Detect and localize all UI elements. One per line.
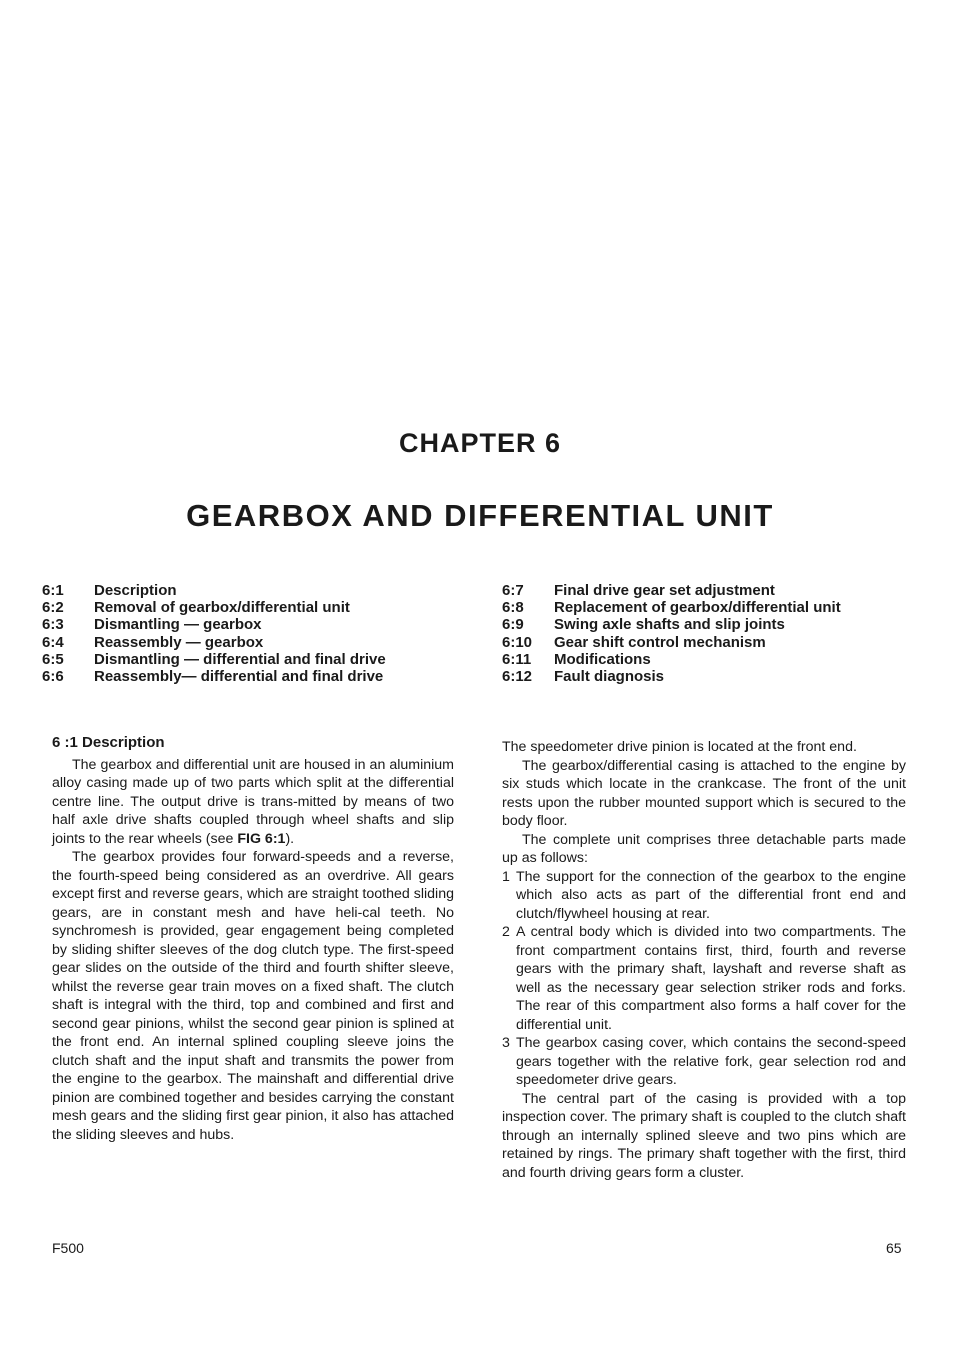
toc-item[interactable]: 6:5 Dismantling — differential and final drive xyxy=(42,650,386,668)
toc-item[interactable]: 6:1 Description xyxy=(42,582,177,599)
paragraph: The speedometer drive pinion is located at the front end. xyxy=(502,739,857,755)
toc-item[interactable]: 6:2 Removal of gearbox/differential unit xyxy=(42,599,350,617)
chapter-label: CHAPTER 6 xyxy=(398,428,562,458)
right-column xyxy=(502,738,906,1182)
section-heading: 6 :1 Description xyxy=(52,734,165,751)
paragraph: The gearbox/differential casing is attached to the engine by six studs which locate in the crankcase. The front of the unit rests upon the rubber mounted support which is secured to the body floor. xyxy=(502,757,906,829)
paragraph: The complete unit comprises three detachable parts made up as follows: xyxy=(502,831,906,866)
paragraph: The gearbox provides four forward-speeds and a reverse, the fourth-speed being considered as an overdrive. All gears except first and reverse gears, which are straight toothed sliding gears, are in constant mesh and have heli-cal teeth. No synchromesh is provided, gear engagement being completed by sliding shifter sleeves of the dog clutch type. The first-speed gear slides on the outside of the third and fourth shifter sleeve, whilst the reverse gear train moves on a fixed shaft. The clutch shaft is integral with the third, top and combined and first and second gear pinions, whilst the second gear pinion is splined at the front end. An internal splined coupling sleeve joins the clutch shaft and the input shaft and transmits the power from the engine to the gearbox. The mainshaft and differential drive pinion are combined together and besides carrying the constant mesh gears and the sliding first gear pinion, it also has attached the sliding sleeves and hubs. xyxy=(52,849,454,1143)
toc-item[interactable]: 6:9 Swing axle shafts and slip joints xyxy=(502,616,785,634)
toc-item[interactable]: 6:12 Fault diagnosis xyxy=(502,668,665,686)
left-column xyxy=(52,734,454,1144)
toc-item[interactable]: 6:3 Dismantling — gearbox xyxy=(42,616,262,634)
chapter-title: GEARBOX AND DIFFERENTIAL UNIT xyxy=(186,498,774,533)
figure-reference[interactable]: FIG 6:1 xyxy=(237,830,286,847)
toc-item[interactable]: 6:6 Reassembly— differential and final drive xyxy=(42,668,384,686)
toc-left xyxy=(42,582,462,685)
toc-item[interactable]: 6:7 Final drive gear set adjustment xyxy=(502,582,775,599)
list-item: 2 A central body which is divided into two compartments. The front compartment contains first, third, fourth and reverse gears with the primary shaft, layshaft and reverse shaft as well as the necessary gear selection striker rods and forks. The rear of this compartment also forms a half cover for the differential unit. xyxy=(502,924,906,1033)
list-item: 1 The support for the connection of the gearbox to the engine which also acts as part of the differential front end and clutch/flywheel housing at rear. xyxy=(502,868,906,922)
toc-right xyxy=(502,582,922,685)
paragraph: The gearbox and differential unit are housed in an aluminium alloy casing made up of two parts which split at the differential centre line. The output drive is trans-mitted by means of two half axle drive shafts coupled through wheel shafts and slip joints to the rear wheels (see FIG 6:1). xyxy=(52,756,454,847)
paragraph: The central part of the casing is provided with a top inspection cover. The primary shaft is coupled to the clutch shaft through an internally splined sleeve and two pins which are retained by rings. The primary shaft together with the first, third and fourth driving gears form a cluster. xyxy=(502,1090,906,1181)
list-item: 3 The gearbox casing cover, which contains the second-speed gears together with the relative fork, gear selection rod and speedometer drive gears. xyxy=(502,1035,906,1088)
toc-item[interactable]: 6:8 Replacement of gearbox/differential unit xyxy=(502,599,841,617)
toc-item[interactable]: 6:11 Modifications xyxy=(502,650,651,668)
toc-item[interactable]: 6:4 Reassembly — gearbox xyxy=(42,633,264,651)
page-number: 65 xyxy=(886,1240,902,1256)
footer-model: F500 xyxy=(52,1240,84,1256)
toc-item[interactable]: 6:10 Gear shift control mechanism xyxy=(502,633,766,651)
